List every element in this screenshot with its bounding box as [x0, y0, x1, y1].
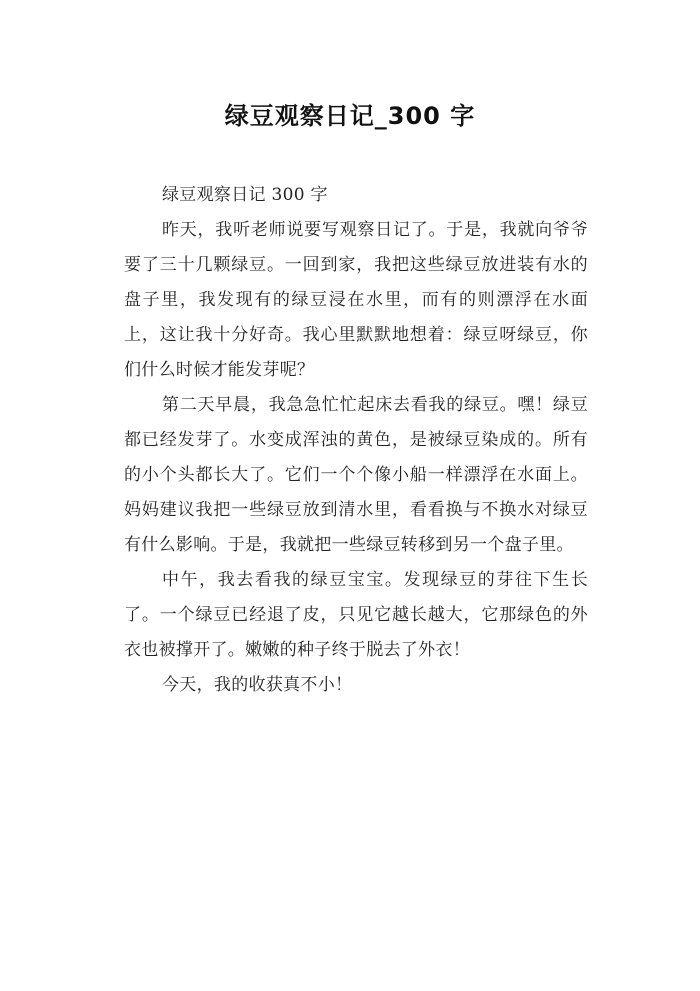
paragraph-1: 昨天，我听老师说要写观察日记了。于是，我就向爷爷要了三十几颗绿豆。一回到家，我把这些绿豆放进装有水的盘子里，我发现有的绿豆浸在水里，而有的则漂浮在水面上，这让我十分好奇。我心里默默地想着：绿豆呀绿豆，你们什么时候才能发芽呢？	[124, 220, 588, 380]
paragraph-2: 第二天早晨，我急急忙忙起床去看我的绿豆。嘿！绿豆都已经发芽了。水变成浑浊的黄色，是被绿豆染成的。所有的小个头都长大了。它们一个个像小船一样漂浮在水面上。妈妈建议我把一些绿豆放到清水里，看看换与不换水对绿豆有什么影响。于是，我就把一些绿豆转移到另一个盘子里。	[124, 395, 588, 555]
paragraph-4: 今天，我的收获真不小！	[162, 675, 353, 695]
document-body	[124, 178, 588, 703]
paragraph-3: 中午，我去看我的绿豆宝宝。发现绿豆的芽往下生长了。一个绿豆已经退了皮，只见它越长越大，它那绿色的外衣也被撑开了。嫩嫩的种子终于脱去了外衣！	[124, 570, 588, 660]
page-title: 绿豆观察日记_300 字	[224, 102, 476, 130]
document-subtitle: 绿豆观察日记 300 字	[162, 185, 328, 205]
